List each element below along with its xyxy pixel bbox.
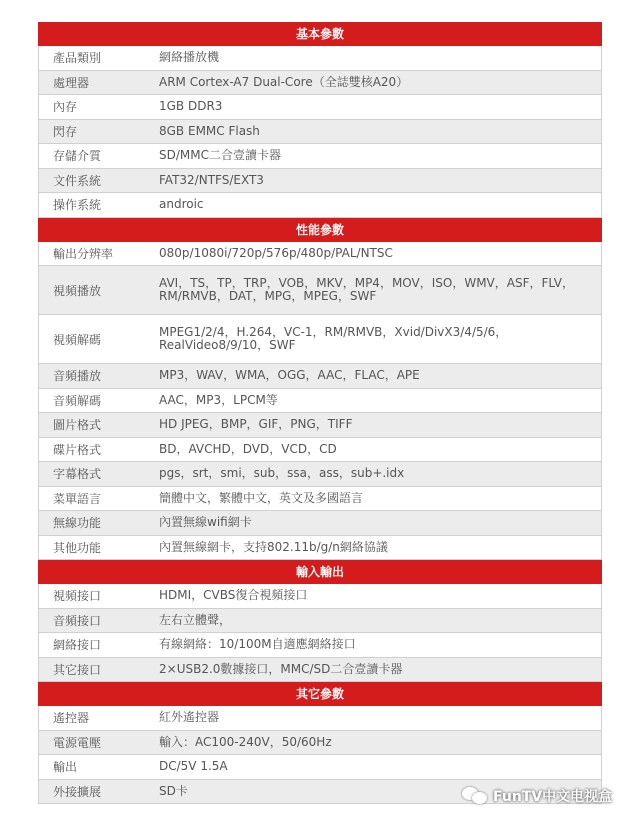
spec-table xyxy=(38,22,602,804)
row-label: 內存 xyxy=(53,100,78,115)
row-label: 無線功能 xyxy=(53,516,102,531)
row-value: AAC，MP3，LPCM等 xyxy=(159,392,278,407)
row-label: 網絡接口 xyxy=(53,638,102,653)
table-row xyxy=(38,169,602,194)
row-value: BD，AVCHD，DVD，VCD，CD xyxy=(159,441,337,456)
table-row xyxy=(38,511,602,536)
row-value: SD/MMC二合壹讀卡器 xyxy=(159,148,281,163)
row-label: 其它接口 xyxy=(53,662,102,677)
section-basic xyxy=(38,22,602,218)
row-label: 音頻播放 xyxy=(53,369,102,384)
row-value: 有線網絡：10/100M自適應網絡接口 xyxy=(159,637,356,652)
row-value: 8GB EMMC Flash xyxy=(159,123,260,138)
row-value: 內置無線wifi網卡 xyxy=(159,515,252,530)
table-row xyxy=(38,266,602,315)
row-label: 閃存 xyxy=(53,124,78,139)
row-value: HD JPEG，BMP，GIF，PNG，TIFF xyxy=(159,417,353,432)
wechat-icon xyxy=(462,787,488,805)
row-label: 圖片格式 xyxy=(53,418,102,433)
row-label: 外接擴展 xyxy=(53,784,102,799)
table-row xyxy=(38,193,602,218)
table-row xyxy=(38,609,602,634)
row-value: MP3，WAV，WMA，OGG，AAC，FLAC，APE xyxy=(159,368,420,383)
table-row xyxy=(38,536,602,561)
table-row xyxy=(38,120,602,145)
row-value: 內置無線網卡，支持802.11b/g/n網絡協議 xyxy=(159,539,388,554)
row-value: 1GB DDR3 xyxy=(159,99,223,114)
row-value: FAT32/NTFS/EXT3 xyxy=(159,172,264,187)
row-value: 紅外遙控器 xyxy=(159,710,220,725)
row-value: 輸入：AC100-240V，50/60Hz xyxy=(159,734,332,749)
table-row xyxy=(38,731,602,756)
section-header: 基本參數 xyxy=(38,22,602,46)
row-value: HDMI，CVBS復合視頻接口 xyxy=(159,588,308,603)
row-label: 音頻解碼 xyxy=(53,393,102,408)
table-row xyxy=(38,706,602,731)
row-label: 輸出 xyxy=(53,760,78,775)
table-row xyxy=(38,633,602,658)
row-value: 2×USB2.0數據接口，MMC/SD二合壹讀卡器 xyxy=(159,661,403,676)
row-label: 輸出分辨率 xyxy=(53,246,114,261)
row-label: 音頻接口 xyxy=(53,613,102,628)
row-label: 其他功能 xyxy=(53,540,102,555)
table-row xyxy=(38,755,602,780)
row-label: 產品類別 xyxy=(53,51,102,66)
table-row xyxy=(38,95,602,120)
watermark xyxy=(462,786,612,806)
table-row xyxy=(38,46,602,71)
table-row xyxy=(38,242,602,267)
section-io xyxy=(38,560,602,682)
row-label: 處理器 xyxy=(53,75,90,90)
row-label: 視頻解碼 xyxy=(53,332,102,347)
row-value: pgs，srt，smi，sub，ssa，ass，sub+.idx xyxy=(159,466,405,481)
row-value: androic xyxy=(159,197,204,212)
row-value: ARM Cortex-A7 Dual-Core（全誌雙核A20） xyxy=(159,74,409,89)
row-value: AVI，TS，TP，TRP，VOB，MKV，MP4，MOV，ISO，WMV，ASF，FLV，RM/RMVB，DAT，MPG，MPEG，SWF xyxy=(159,276,574,303)
section-header: 輸入輸出 xyxy=(38,560,602,584)
section-performance xyxy=(38,218,602,561)
row-value: 080p/1080i/720p/576p/480p/PAL/NTSC xyxy=(159,245,393,260)
row-value: SD卡 xyxy=(159,783,188,798)
row-label: 存儲介質 xyxy=(53,149,102,164)
row-label: 視頻播放 xyxy=(53,283,102,298)
row-value: 網絡播放機 xyxy=(159,50,220,65)
row-label: 字幕格式 xyxy=(53,467,102,482)
table-row xyxy=(38,364,602,389)
row-label: 遙控器 xyxy=(53,711,90,726)
row-label: 文件系統 xyxy=(53,173,102,188)
row-label: 視頻接口 xyxy=(53,589,102,604)
table-row xyxy=(38,413,602,438)
row-value: MPEG1/2/4，H.264，VC-1，RM/RMVB，Xvid/DivX3/4/5/6，RealVideo8/9/10，SWF xyxy=(159,325,508,352)
section-header: 性能參數 xyxy=(38,218,602,242)
section-header: 其它參數 xyxy=(38,682,602,706)
table-row xyxy=(38,315,602,364)
row-label: 碟片格式 xyxy=(53,442,102,457)
row-label: 操作系統 xyxy=(53,198,102,213)
table-row xyxy=(38,144,602,169)
row-value: 左右立體聲， xyxy=(159,612,232,627)
row-label: 電源電壓 xyxy=(53,735,102,750)
table-row xyxy=(38,487,602,512)
table-row xyxy=(38,658,602,683)
table-row xyxy=(38,389,602,414)
watermark-text: FunTV中文电视盒 xyxy=(493,789,613,805)
row-value: DC/5V 1.5A xyxy=(159,759,228,774)
table-row xyxy=(38,584,602,609)
row-label: 菜單語言 xyxy=(53,491,102,506)
row-value: 簡體中文，繁體中文，英文及多國語言 xyxy=(159,490,364,505)
table-row xyxy=(38,462,602,487)
table-row xyxy=(38,71,602,96)
table-row xyxy=(38,438,602,463)
